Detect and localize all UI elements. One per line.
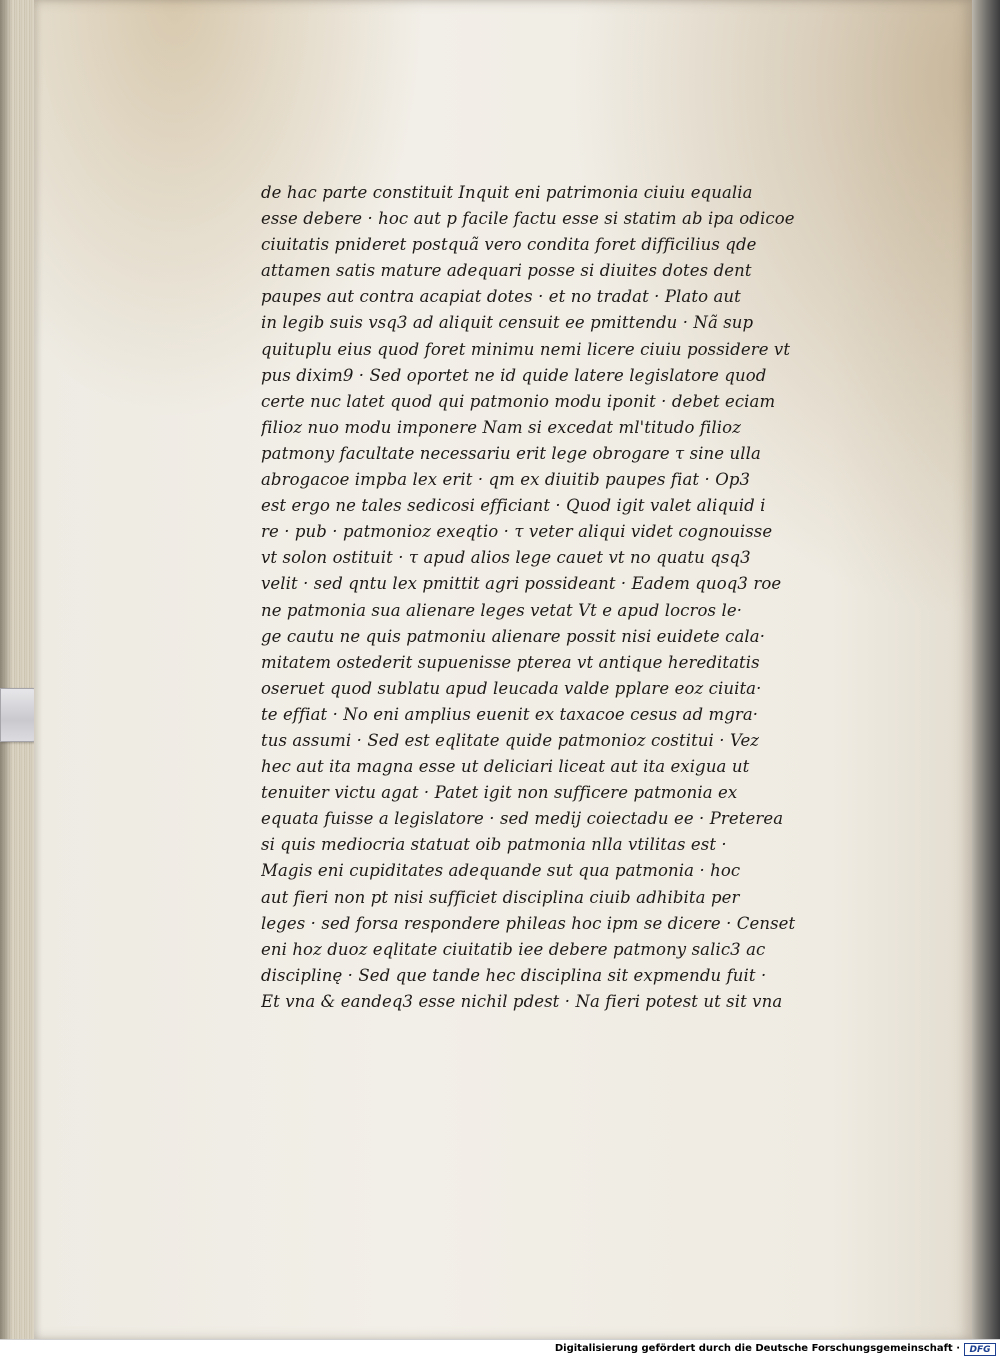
text-line: re · pub · patmonioz exeqtio · τ veter aliqui videt cognouisse [261,522,773,542]
text-line: quituplu eius quod foret minimu nemi licere ciuiu possidere vt [261,339,791,359]
digitization-credit: Digitalisierung gefördert durch die Deutsche Forschungsgemeinschaft · [554,1343,960,1354]
book-binding-shadow [968,0,1000,1340]
text-line: disciplinę · Sed que tande hec disciplina sit expmendu fuit · [261,965,767,985]
text-line: esse debere · hoc aut p facile factu esse si statim ab ipa odicoe [261,209,795,229]
text-line: filioz nuo modu imponere Nam si excedat ml'titudo filioz [261,417,741,437]
text-line: te effiat · No eni amplius euenit ex taxacoe cesus ad mgra· [261,704,759,724]
text-line: ge cautu ne quis patmoniu alienare possit nisi euidete cala· [261,626,766,646]
dfg-logo: DFG [964,1343,996,1356]
text-line: est ergo ne tales sedicosi efficiant · Quod igit valet aliquid i [261,496,766,516]
text-line: Et vna & eandeq3 esse nichil pdest · Na fieri potest ut sit vna [261,991,783,1011]
footer-bar [0,1339,1000,1359]
text-line: Magis eni cupiditates adequande sut qua patmonia · hoc [261,861,741,881]
text-line: aut fieri non pt nisi sufficiet disciplina ciuib adhibita per [261,887,740,907]
text-line: abrogacoe impba lex erit · qm ex diuitib paupes fiat · Op3 [261,470,751,490]
text-line: leges · sed forsa respondere phileas hoc ipm se dicere · Censet [261,913,796,933]
text-line: oseruet quod sublatu apud leucada valde pplare eoz ciuita· [261,678,762,698]
text-line: attamen satis mature adequari posse si diuites dotes dent [261,261,752,281]
text-line: si quis mediocria statuat oib patmonia nlla vtilitas est · [261,835,727,855]
text-line: tus assumi · Sed est eqlitate quide patmonioz costitui · Vez [261,730,760,750]
text-line: velit · sed qntu lex pmittit agri possideant · Eadem quoq3 roe [261,574,782,594]
text-line: vt solon ostituit · τ apud alios lege cauet vt no quatu qsq3 [261,548,751,568]
text-line: pus dixim9 · Sed oportet ne id quide latere legislatore quod [261,365,767,385]
text-line: certe nuc latet quod qui patmonio modu iponit · debet eciam [261,391,776,411]
text-line: paupes aut contra acapiat dotes · et no tradat · Plato aut [261,287,741,307]
text-line: eni hoz duoz eqlitate ciuitatib iee debere patmony salic3 ac [261,939,766,959]
text-line: tenuiter victu agat · Patet igit non sufficere patmonia ex [261,783,738,803]
text-line: de hac parte constituit Inquit eni patrimonia ciuiu equalia [261,183,753,202]
text-line: mitatem ostederit supuenisse pterea vt antique hereditatis [261,652,760,672]
text-block [261,180,821,1015]
text-line: in legib suis vsq3 ad aliquit censuit ee pmittendu · Nã sup [261,313,754,333]
text-line: equata fuisse a legislatore · sed medij coiectadu ee · Preterea [261,809,784,829]
text-line: ciuitatis pnideret postquã vero condita foret difficilius qde [261,235,757,255]
manuscript-page [34,0,972,1340]
text-line: hec aut ita magna esse ut deliciari liceat aut ita exigua ut [261,757,750,777]
text-line: ne patmonia sua alienare leges vetat Vt e apud locros le· [261,600,743,620]
text-line: patmony facultate necessariu erit lege obrogare τ sine ulla [261,443,761,463]
